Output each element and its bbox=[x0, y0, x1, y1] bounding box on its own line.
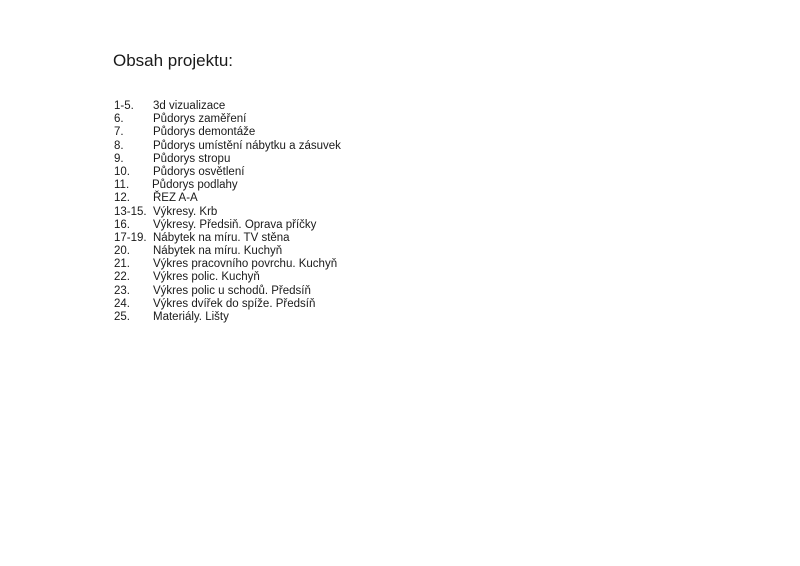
toc-item-label: Výkres polic u schodů. Předsíň bbox=[153, 284, 311, 297]
toc-item-label: Výkres polic. Kuchyň bbox=[153, 271, 260, 284]
toc-item-label: Půdorys stropu bbox=[153, 152, 231, 165]
page-title: Obsah projektu: bbox=[113, 51, 234, 70]
toc-item-label: Nábytek na míru. TV stěna bbox=[153, 231, 290, 244]
toc-item-label: Půdorys podlahy bbox=[152, 179, 238, 192]
toc-item-number: 13-15. bbox=[114, 205, 147, 218]
toc-item-label: Půdorys demontáže bbox=[153, 126, 256, 139]
toc-item-number: 25. bbox=[114, 311, 130, 323]
toc-item-number: 8. bbox=[114, 139, 124, 152]
toc-item-number: 7. bbox=[114, 126, 124, 139]
toc-item-number: 17-19. bbox=[114, 231, 147, 244]
toc-item-label: 3d vizualizace bbox=[153, 100, 226, 112]
toc-item-label: Půdorys zaměření bbox=[153, 113, 247, 126]
toc-item-label: Půdorys osvětlení bbox=[153, 165, 245, 178]
toc-item-number: 16. bbox=[114, 218, 130, 231]
toc-item-number: 10. bbox=[114, 165, 130, 178]
toc-item-label: Výkresy. Krb bbox=[153, 205, 218, 218]
toc-item-number: 23. bbox=[114, 284, 130, 297]
toc-item-number: 24. bbox=[114, 297, 130, 310]
toc-item-label: Materiály. Lišty bbox=[153, 311, 229, 323]
toc-item-number: 20. bbox=[114, 245, 130, 258]
toc-item-number: 9. bbox=[114, 152, 124, 165]
toc-item-label: Výkresy. Předsiň. Oprava příčky bbox=[153, 218, 317, 231]
toc-item-number: 6. bbox=[114, 113, 124, 126]
toc-item-label: Výkres dvířek do spíže. Předsíň bbox=[153, 297, 316, 310]
toc-item-number: 1-5. bbox=[114, 100, 134, 112]
toc-item-number: 12. bbox=[114, 192, 130, 205]
toc-item-number: 11. bbox=[114, 179, 130, 192]
toc-item-label: Půdorys umístění nábytku a zásuvek bbox=[153, 139, 341, 152]
toc-item-number: 22. bbox=[114, 271, 130, 284]
toc-item-number: 21. bbox=[114, 258, 130, 271]
toc-item-label: Nábytek na míru. Kuchyň bbox=[153, 245, 283, 258]
toc-item-label: Výkres pracovního povrchu. Kuchyň bbox=[153, 258, 338, 271]
toc-item-label: ŘEZ A-A bbox=[153, 192, 198, 205]
